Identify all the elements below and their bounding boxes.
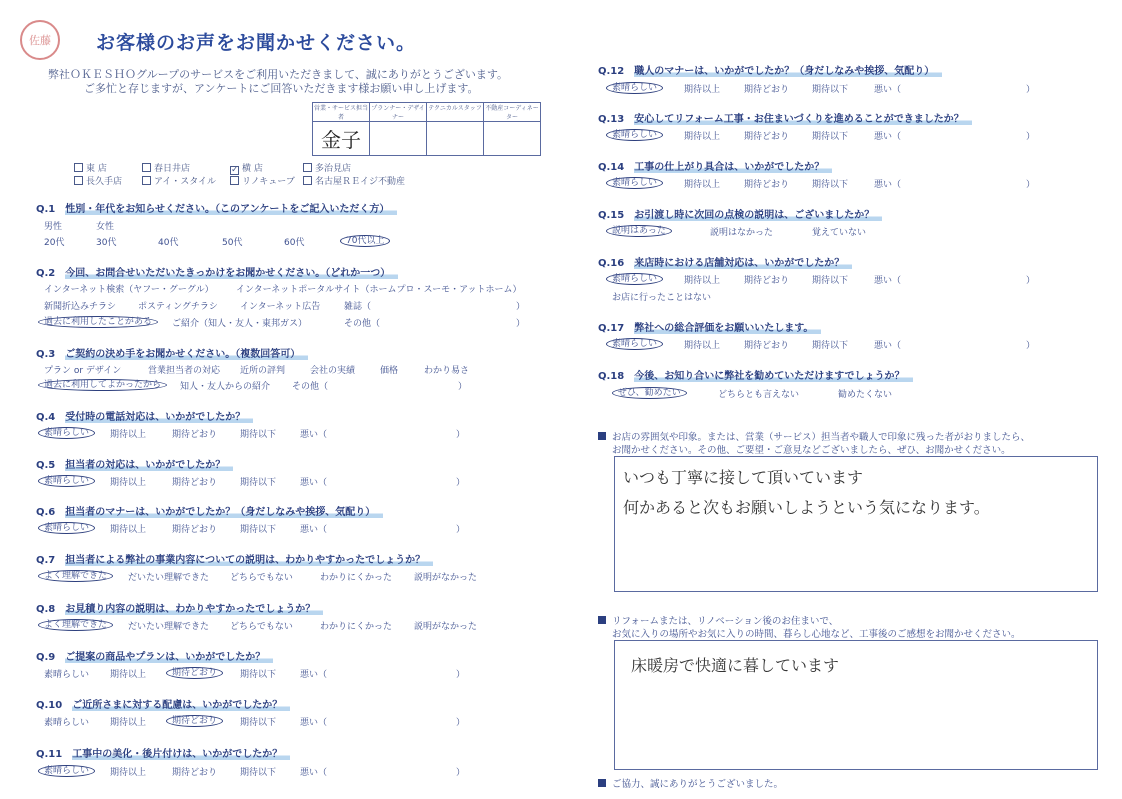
question-13: Q.13 安心してリフォーム工事・お住まいづくりを進めることができましたか？ [598, 110, 972, 125]
q17-rating[interactable]: 悪い（ [874, 341, 902, 351]
q17-rating[interactable]: 期待以下 [812, 341, 849, 351]
q9-rating-selected[interactable]: 期待どおり [172, 665, 223, 678]
q4-paren: ） [456, 430, 466, 440]
q10-rating[interactable]: 悪い（ [300, 718, 328, 728]
q11-rating[interactable]: 期待以上 [110, 768, 147, 778]
question-3: Q.3 ご契約の決め手をお聞かせください。（複数回答可） [36, 345, 308, 360]
question-14: Q.14 工事の仕上がり具合は、いかがでしたか？ [598, 158, 832, 173]
question-11: Q.11 工事中の美化・後片付けは、いかがでしたか？ [36, 745, 290, 760]
q1-option[interactable]: 20代 [44, 238, 65, 248]
q3-option[interactable]: 会社の実績 [310, 366, 356, 376]
staff-header-technical: テクニカルスタッフ [427, 103, 484, 122]
q16-rating[interactable]: 期待どおり [744, 276, 790, 286]
thanks-note: ご協力、誠にありがとうございました。 [598, 776, 783, 790]
comment-answer-2-line1: 床暖房で快適に暮しています [631, 656, 840, 675]
comment-prompt-2b: お気に入りの場所やお気に入りの時間、暮らし心地など、工事後のご感想をお聞かせください。 [612, 629, 1021, 640]
comment-answer-box-1[interactable] [614, 456, 1098, 592]
q10-rating[interactable]: 期待以下 [240, 718, 277, 728]
q5-rating[interactable]: 悪い（ [300, 478, 328, 488]
q10-rating[interactable]: 素晴らしい [44, 718, 90, 728]
q18-option[interactable]: どちらとも言えない [718, 390, 800, 400]
branch-higashi[interactable]: 東 店 [74, 161, 107, 174]
branch-tajimi[interactable]: 多治見店 [303, 161, 351, 174]
q15-option-selected[interactable]: 説明はあった [612, 223, 672, 236]
q13-rating[interactable]: 悪い（ [874, 132, 902, 142]
question-6: Q.6 担当者のマナーは、いかがでしたか？（身だしなみや挨拶、気配り） [36, 503, 383, 518]
q6-rating[interactable]: 悪い（ [300, 525, 328, 535]
q3-option[interactable]: 知人・友人からの紹介 [180, 382, 271, 392]
q14-rating[interactable]: 期待以下 [812, 180, 849, 190]
question-18: Q.18 今後、お知り合いに弊社を勧めていただけますでしょうか？ [598, 367, 913, 382]
q18-option[interactable]: 勧めたくない [838, 390, 893, 400]
comment-prompt-1: お店の雰囲気や印象。または、営業（サービス）担当者や職人で印象に残った者がおりましたら、 [598, 429, 1030, 443]
comment-answer-1-line2: 何かあると次もお願いしようという気になります。 [623, 498, 990, 517]
q8-option[interactable]: だいたい理解できた [128, 622, 210, 632]
q8-option[interactable]: どちらでもない [230, 622, 293, 632]
q2-option[interactable]: インターネット検索（ヤフー・グーグル） [44, 285, 214, 295]
q6-rating[interactable]: 期待以下 [240, 525, 277, 535]
comment-prompt-1b: お聞かせください。その他、ご要望・ご意見などございましたら、ぜひ、お聞かせください。 [612, 445, 1011, 456]
q11-rating-selected[interactable]: 素晴らしい [44, 763, 95, 776]
q2-option[interactable]: 雑誌（ [344, 302, 372, 312]
q3-option-selected[interactable]: 過去に利用してよかったから [44, 377, 167, 390]
question-17: Q.17 弊社への総合評価をお願いいたします。 [598, 319, 821, 334]
square-bullet-icon [598, 616, 606, 624]
question-5: Q.5 担当者の対応は、いかがでしたか？ [36, 456, 233, 471]
question-2: Q.2 今回、お問合せいただいたきっかけをお聞かせください。（どれか一つ） [36, 264, 398, 279]
q13-rating-selected[interactable]: 素晴らしい [612, 127, 663, 140]
q5-rating[interactable]: 期待以下 [240, 478, 277, 488]
q4-rating[interactable]: 期待以上 [110, 430, 147, 440]
q2-option-selected[interactable]: 過去に利用したことがある [44, 314, 158, 327]
staff-name-realestate [484, 122, 541, 156]
q14-rating[interactable]: 悪い（ [874, 180, 902, 190]
q7-option[interactable]: だいたい理解できた [128, 573, 210, 583]
q2-paren: ） [516, 302, 526, 312]
q9-rating[interactable]: 素晴らしい [44, 670, 90, 680]
q4-rating-selected[interactable]: 素晴らしい [44, 425, 95, 438]
q18-option-selected[interactable]: ぜひ、勧めたい [618, 385, 687, 398]
q1-option-selected[interactable]: 70代以上 [346, 233, 390, 246]
page-title: お客様のお声をお聞かせください。 [96, 32, 417, 54]
q6-paren: ） [456, 525, 466, 535]
question-12: Q.12 職人のマナーは、いかがでしたか？（身だしなみや挨拶、気配り） [598, 62, 942, 77]
q10-rating-selected[interactable]: 期待どおり [172, 713, 223, 726]
q3-option[interactable]: わかり易さ [424, 366, 470, 376]
q12-rating[interactable]: 期待以上 [684, 85, 721, 95]
staff-name-planner [370, 122, 427, 156]
q4-rating[interactable]: 期待どおり [172, 430, 218, 440]
q11-rating[interactable]: 期待どおり [172, 768, 218, 778]
q2-option[interactable]: その他（ [344, 319, 381, 329]
q7-option[interactable]: 説明がなかった [414, 573, 478, 583]
q2-option[interactable]: インターネットポータルサイト（ホームプロ・スーモ・アットホーム） [236, 285, 522, 295]
q4-rating[interactable]: 期待以下 [240, 430, 277, 440]
square-bullet-icon [598, 779, 606, 787]
q8-option[interactable]: 説明がなかった [414, 622, 478, 632]
seal-stamp: 佐藤 [20, 20, 60, 60]
q6-rating[interactable]: 期待どおり [172, 525, 218, 535]
q13-rating[interactable]: 期待以下 [812, 132, 849, 142]
question-8: Q.8 お見積り内容の説明は、わかりやすかったでしょうか？ [36, 600, 323, 615]
q3-option[interactable]: プラン or デザイン [44, 366, 122, 376]
q11-rating[interactable]: 期待以下 [240, 768, 277, 778]
q17-rating-selected[interactable]: 素晴らしい [612, 336, 663, 349]
q15-option[interactable]: 説明はなかった [710, 228, 774, 238]
intro-line-2: ご多忙と存じますが、アンケートにご回答いただきます様お願い申し上げます。 [84, 82, 479, 95]
q8-option[interactable]: わかりにくかった [320, 622, 393, 632]
q12-rating[interactable]: 期待どおり [744, 85, 790, 95]
question-10: Q.10 ご近所さまに対する配慮は、いかがでしたか？ [36, 696, 290, 711]
q9-rating[interactable]: 期待以下 [240, 670, 277, 680]
question-1: Q.1 性別・年代をお知らせください。（このアンケートをご記入いただく方） [36, 200, 397, 215]
question-7: Q.7 担当者による弊社の事業内容についての説明は、わかりやすかったでしょうか？ [36, 551, 433, 566]
staff-header-sales: 営業・サービス担当者 [313, 103, 370, 122]
square-bullet-icon [598, 432, 606, 440]
q13-rating[interactable]: 期待以上 [684, 132, 721, 142]
q13-rating[interactable]: 期待どおり [744, 132, 790, 142]
q8-option-selected[interactable]: よく理解できた [44, 617, 113, 630]
branch-istyle[interactable]: アイ・スタイル [142, 174, 216, 187]
q2-option[interactable]: ご紹介（知人・友人・東邦ガス） [172, 319, 308, 329]
staff-name-sales: 金子 [313, 122, 370, 156]
q10-rating[interactable]: 期待以上 [110, 718, 147, 728]
q14-rating[interactable]: 期待以上 [684, 180, 721, 190]
q16-rating[interactable]: 期待以下 [812, 276, 849, 286]
q16-rating[interactable]: 期待以上 [684, 276, 721, 286]
branch-kasugai[interactable]: 春日井店 [142, 161, 190, 174]
q1-option[interactable]: 女性 [96, 222, 115, 232]
q12-rating[interactable]: 期待以下 [812, 85, 849, 95]
q16-not-visited[interactable]: お店に行ったことはない [612, 293, 712, 303]
q1-option[interactable]: 30代 [96, 238, 117, 248]
q16-paren: ） [1026, 276, 1036, 286]
q3-paren: ） [458, 382, 468, 392]
q5-paren: ） [456, 478, 466, 488]
q9-rating[interactable]: 悪い（ [300, 670, 328, 680]
q12-rating[interactable]: 悪い（ [874, 85, 902, 95]
q16-rating-selected[interactable]: 素晴らしい [612, 271, 663, 284]
q2-option[interactable]: 新聞折込みチラシ [44, 302, 117, 312]
q11-paren: ） [456, 768, 466, 778]
q17-rating[interactable]: 期待以上 [684, 341, 721, 351]
branch-renocube[interactable]: リノキューブ [230, 174, 295, 187]
q12-paren: ） [1026, 85, 1036, 95]
q5-rating-selected[interactable]: 素晴らしい [44, 473, 95, 486]
comment-answer-1-line1: いつも丁寧に接して頂いています [623, 468, 864, 487]
q6-rating[interactable]: 期待以上 [110, 525, 147, 535]
q5-rating[interactable]: 期待どおり [172, 478, 218, 488]
q7-option[interactable]: わかりにくかった [320, 573, 393, 583]
q10-paren: ） [456, 718, 466, 728]
branch-nagoya-re[interactable]: 名古屋ＲＥイジ不動産 [303, 174, 405, 187]
staff-name-technical [427, 122, 484, 156]
q1-option[interactable]: 60代 [284, 238, 305, 248]
question-16: Q.16 来店時における店舗対応は、いかがでしたか？ [598, 254, 852, 269]
q12-rating-selected[interactable]: 素晴らしい [612, 80, 663, 93]
q14-rating[interactable]: 期待どおり [744, 180, 790, 190]
branch-checked[interactable]: ✓ 横 店 [231, 164, 263, 175]
q14-rating-selected[interactable]: 素晴らしい [612, 175, 663, 188]
q14-paren: ） [1026, 180, 1036, 190]
q7-option-selected[interactable]: よく理解できた [44, 568, 113, 581]
q3-option[interactable]: 営業担当者の対応 [148, 366, 221, 376]
question-4: Q.4 受付時の電話対応は、いかがでしたか？ [36, 408, 253, 423]
staff-table [312, 102, 541, 156]
q16-rating[interactable]: 悪い（ [874, 276, 902, 286]
q5-rating[interactable]: 期待以上 [110, 478, 147, 488]
q1-option[interactable]: 50代 [222, 238, 243, 248]
q13-paren: ） [1026, 132, 1036, 142]
q17-paren: ） [1026, 341, 1036, 351]
question-9: Q.9 ご提案の商品やプランは、いかがでしたか？ [36, 648, 273, 663]
comment-answer-box-2[interactable] [614, 640, 1098, 770]
q1-option[interactable]: 40代 [158, 238, 179, 248]
q2-paren: ） [516, 319, 526, 329]
q7-option[interactable]: どちらでもない [230, 573, 293, 583]
q11-rating[interactable]: 悪い（ [300, 768, 328, 778]
q6-rating-selected[interactable]: 素晴らしい [44, 520, 95, 533]
question-15: Q.15 お引渡し時に次回の点検の説明は、ございましたか？ [598, 206, 882, 221]
q3-option[interactable]: その他（ [292, 382, 329, 392]
q3-option[interactable]: 近所の評判 [240, 366, 286, 376]
staff-header-planner: プランナー・デザイナー [370, 103, 427, 122]
q2-option[interactable]: インターネット広告 [240, 302, 321, 312]
q1-option[interactable]: 男性 [44, 222, 63, 232]
q9-paren: ） [456, 670, 466, 680]
q9-rating[interactable]: 期待以上 [110, 670, 147, 680]
branch-nagakute[interactable]: 長久手店 [74, 174, 122, 187]
staff-header-realestate: 不動産コーディネーター [484, 103, 541, 122]
q3-option[interactable]: 価格 [380, 366, 399, 376]
q4-rating[interactable]: 悪い（ [300, 430, 328, 440]
q15-option[interactable]: 覚えていない [812, 228, 867, 238]
intro-line-1: 弊社ＯＫＥＳＨＯグループのサービスをご利用いただきまして、誠にありがとうございます。 [48, 68, 509, 81]
q17-rating[interactable]: 期待どおり [744, 341, 790, 351]
q2-option[interactable]: ポスティングチラシ [138, 302, 218, 312]
comment-prompt-2: リフォームまたは、リノベーション後のお住まいで、 [598, 613, 838, 627]
